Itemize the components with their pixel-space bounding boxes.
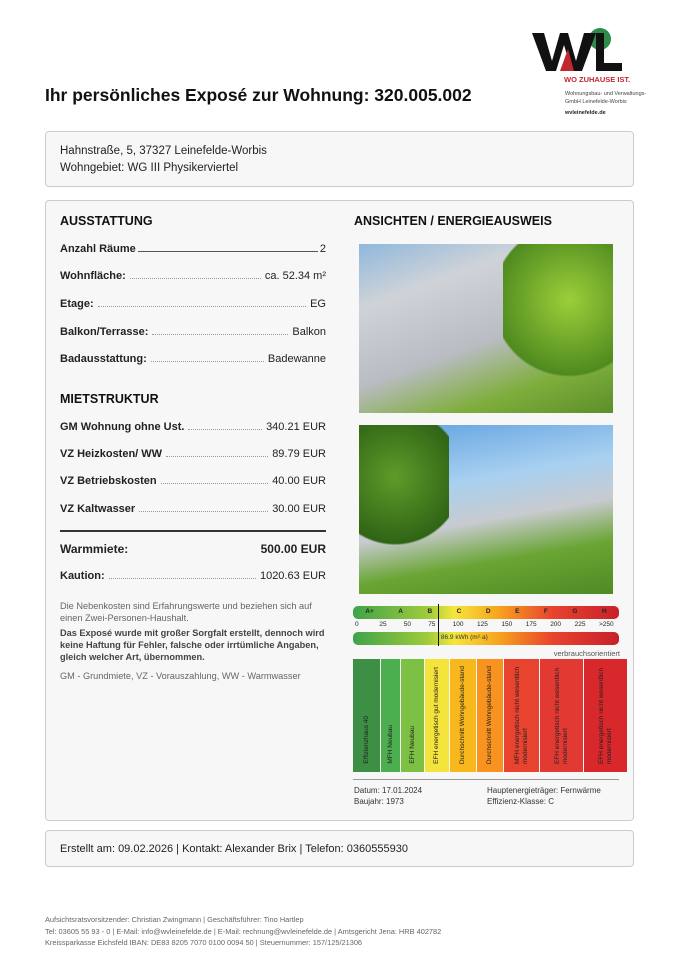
- value: ca. 52.34 m²: [264, 270, 326, 282]
- energy-class-label: F: [543, 608, 548, 615]
- label: VZ Kaltwasser: [60, 503, 136, 515]
- logo-slogan: WO ZUHAUSE IST.: [564, 75, 631, 84]
- energy-class-label: G: [572, 608, 578, 615]
- legal-line: Kreissparkasse Eichsfeld IBAN: DE83 8205 7070 0100 0094 50 | Steuernummer: 157/125/21306: [45, 938, 363, 947]
- rent-row-heating: [60, 448, 326, 460]
- energy-category-label: MFH energetisch nicht wesentlich modernisiert: [513, 666, 529, 764]
- energy-scale-tick: 25: [379, 621, 387, 628]
- energy-scale-tick: 100: [452, 621, 464, 628]
- label: Badausstattung:: [60, 353, 147, 365]
- energy-class-label: D: [485, 608, 491, 615]
- rent-row-water: [60, 503, 326, 515]
- legal-line: Tel: 03605 55 93 - 0 | E-Mail: info@wvleinefelde.de | E-Mail: rechnung@wvleinefelde.de | Amtsgericht Jena: HRB 402782: [45, 926, 442, 936]
- value: 2: [319, 243, 326, 255]
- value: 500.00 EUR: [260, 542, 326, 556]
- warmmiete-row: [60, 542, 326, 556]
- energy-category: [381, 659, 400, 772]
- feature-row-area: [60, 270, 326, 282]
- label: Kaution:: [60, 570, 105, 582]
- building-photo-1[interactable]: [359, 244, 613, 413]
- energy-category-label: EFH energetisch nicht wesentlich modernisiert: [553, 667, 569, 764]
- energy-category-label: Durchschnitt Wohngebäude-stand: [486, 665, 493, 764]
- note-costs: Die Nebenkosten sind Erfahrungswerte und beziehen sich auf einen Zwei-Personen-Haushalt.: [60, 601, 312, 623]
- label: GM Wohnung ohne Ust.: [60, 421, 185, 433]
- energy-category-label: EFH energetisch nicht wesentlich modernisiert: [597, 667, 613, 764]
- energy-class-label: H: [601, 608, 607, 615]
- value: 40.00 EUR: [272, 475, 326, 487]
- address-street: Hahnstraße, 5, 37327 Leinefelde-Worbis: [60, 145, 267, 157]
- label: Wohnfläche:: [60, 270, 126, 282]
- energy-category-label: EFH Neubau: [408, 726, 416, 764]
- building-photo-2[interactable]: [359, 425, 613, 594]
- note-disclaimer: Das Exposé wurde mit großer Sorgfalt erstellt, dennoch wird keine Haftung für Fehler, falsche oder irrtümliche Angaben, gleich welcher Art, übernommen.: [60, 628, 325, 662]
- contact-text: Erstellt am: 09.02.2026 | Kontakt: Alexander Brix | Telefon: 0360555930: [60, 843, 408, 855]
- company-logo: [530, 25, 660, 120]
- energy-category-label: MFH Neubau: [386, 725, 394, 764]
- feature-row-floor: [60, 298, 326, 310]
- energy-type: verbrauchsorientiert: [553, 649, 620, 658]
- divider: [60, 530, 326, 532]
- value: 89.79 EUR: [272, 448, 326, 460]
- energy-value-label: 86.9 kWh (m²·a): [440, 634, 488, 641]
- energy-category: [540, 659, 583, 772]
- wvl-logo-icon: [530, 25, 630, 77]
- mietstruktur-heading: MIETSTRUKTUR: [60, 392, 159, 406]
- contact-box: [45, 830, 634, 867]
- energy-category-label: EFH energetisch gut modernisiert: [433, 667, 440, 764]
- address-area: Wohngebiet: WG III Physikerviertel: [60, 162, 239, 174]
- energy-category-label: Effizienzhaus 40: [362, 716, 370, 764]
- rent-row-base: [60, 421, 326, 433]
- value: EG: [310, 298, 326, 310]
- energy-class-bar: [353, 606, 619, 619]
- energy-category: [353, 659, 380, 772]
- energy-baujahr: Baujahr: 1973: [354, 797, 404, 806]
- energy-carrier: Hauptenergieträger: Fernwärme: [487, 786, 601, 795]
- ansichten-heading: ANSICHTEN / ENERGIEAUSWEIS: [354, 214, 552, 228]
- energy-scale-tick: >250: [599, 621, 614, 628]
- legal-line: Aufsichtsratsvorsitzender: Christian Zwingmann | Geschäftsführer: Tino Hartlep: [45, 915, 304, 924]
- energy-class-label: E: [515, 608, 520, 615]
- energy-category: [504, 659, 539, 772]
- label: Balkon/Terrasse:: [60, 326, 149, 338]
- energy-scale-tick: 150: [501, 621, 513, 628]
- energy-category: [477, 659, 503, 772]
- energy-category: [425, 659, 449, 772]
- company-website[interactable]: wvleinefelde.de: [565, 110, 606, 116]
- divider: [353, 779, 619, 780]
- label: Etage:: [60, 298, 94, 310]
- label: VZ Betriebskosten: [60, 475, 157, 487]
- energy-scale-tick: 75: [428, 621, 436, 628]
- energy-class-label: C: [456, 608, 462, 615]
- value: 30.00 EUR: [272, 503, 326, 515]
- energy-scale: [353, 621, 619, 630]
- company-name-2: GmbH Leinefelde-Worbis: [565, 99, 627, 105]
- energy-category: [450, 659, 476, 772]
- feature-row-balcony: [60, 326, 326, 338]
- energy-value-marker: [438, 604, 440, 646]
- energy-scale-tick: 50: [403, 621, 412, 628]
- value: 340.21 EUR: [266, 421, 326, 433]
- label: Anzahl Räume: [60, 243, 136, 255]
- kaution-row: [60, 570, 326, 582]
- energy-scale-tick: 225: [574, 621, 586, 628]
- page-title: Ihr persönliches Exposé zur Wohnung: 320.005.002: [45, 85, 472, 105]
- energy-scale-tick: 125: [477, 621, 488, 628]
- feature-row-rooms: [60, 243, 326, 255]
- company-name-1: Wohnungsbau- und Verwaltungs-: [565, 91, 647, 97]
- energy-class: Effizienz-Klasse: C: [487, 797, 554, 806]
- energy-scale-tick: 175: [525, 621, 537, 628]
- energy-class-label: A+: [365, 608, 374, 615]
- label: VZ Heizkosten/ WW: [60, 448, 163, 460]
- energy-category-label: Durchschnitt Wohngebäude-stand: [459, 665, 466, 764]
- energy-scale-tick: 200: [550, 621, 562, 628]
- value: Badewanne: [267, 353, 326, 365]
- address-box: [45, 131, 634, 187]
- rent-row-operating: [60, 475, 326, 487]
- value: 1020.63 EUR: [259, 570, 326, 582]
- value: Balkon: [292, 326, 326, 338]
- note-abbreviations: GM - Grundmiete, VZ - Vorauszahlung, WW - Warmwasser: [60, 671, 301, 681]
- energy-class-label: A: [398, 608, 403, 615]
- energy-category: [401, 659, 424, 772]
- ausstattung-heading: AUSSTATTUNG: [60, 214, 153, 228]
- energy-date: Datum: 17.01.2024: [354, 786, 423, 795]
- legal-footer: [45, 914, 441, 949]
- energy-scale-tick: 0: [355, 621, 359, 628]
- label: Warmmiete:: [60, 542, 129, 556]
- feature-row-bath: [60, 353, 326, 365]
- energy-class-label: B: [427, 608, 433, 615]
- energy-category: [584, 659, 627, 772]
